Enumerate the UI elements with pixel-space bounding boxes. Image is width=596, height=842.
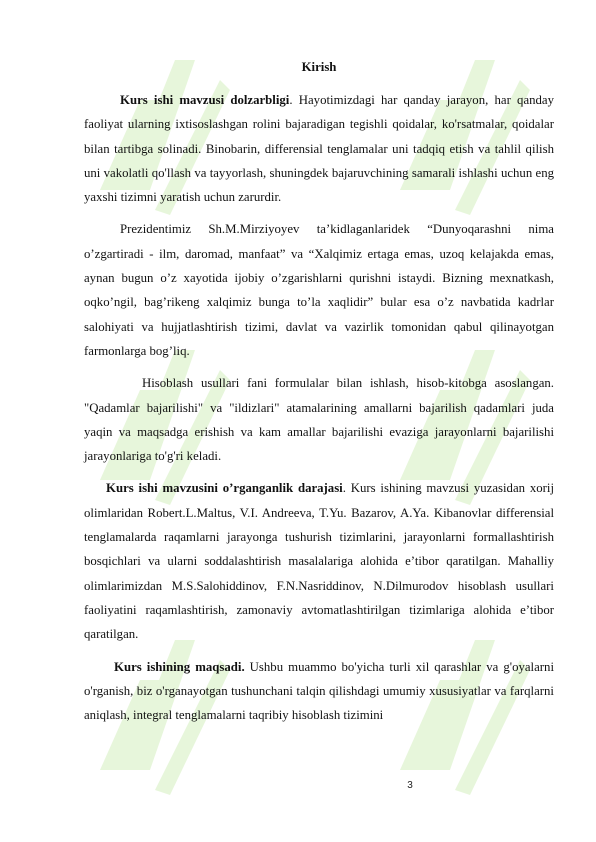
paragraph bbox=[84, 88, 554, 209]
paragraph bbox=[84, 371, 554, 468]
paragraph bbox=[84, 476, 554, 646]
paragraph bbox=[84, 655, 554, 728]
paragraph-lead: Kurs ishi mavzusi dolzarbligi bbox=[120, 93, 290, 107]
paragraph-text: . Hayotimizdagi har qanday jarayon, har qanday faoliyat ularning ixtisoslashgan rolini bajaradigan tegishli qoidalar, ko'rsatmalar, qoidalar bilan tartibga solinadi. Binobarin, differensial tenglamalar uni tadqiq etish va tahlil qilish uni vakolatli qo'llash va tayyorlash, shuningdek bajaruvchining samarali ishlashi uchun eng yaxshi tizimni yaratish uchun zarurdir. bbox=[84, 93, 554, 205]
document-body bbox=[84, 58, 554, 735]
paragraph-lead: Kurs ishi mavzusini o’rganganlik darajasi bbox=[106, 481, 343, 496]
paragraph-text: Ushbu muammo bo'yicha turli xil qarashlar va g'oyalarni o'rganish, biz o'rganayotgan tushunchani talqin qilishdagi umumiy xususiyatlar va farqlarni aniqlash, integral tenglamalarni taqribiy hisoblash tizimini bbox=[84, 659, 554, 723]
paragraph-text: Hisoblash usullari fani formulalar bilan ishlash, hisob-kitobga asoslangan. "Qadamlar bajarilishi" va "ildizlari" atamalarining amallarni bajarilish qadamlari juda yaqin va maqsadga erishish va kam amallar bajarilishi evaziga jarayonlarni bajarilishi jarayonlariga to'g'ri keladi. bbox=[84, 376, 554, 464]
page-title: Kirish bbox=[301, 60, 337, 74]
paragraph-lead: Kurs ishining maqsadi. bbox=[114, 659, 245, 674]
paragraph-text: Prezidentimiz Sh.M.Mirziyoyev ta’kidlaganlaridek “Dunyoqarashni nima o’zgartiradi - ilm, daromad, manfaat” va “Xalqimiz ertaga emas, uzoq kelajakda emas, aynan bugun o’z xayotida ijobiy o’zgarishlarni qurishni istaydi. Bizning mexnatkash, oqko’ngil, bag’rikeng xalqimiz bunga to’la xaqlidir” bular esa o’z navbatida kadrlar salohiyati va hujjatlashtirish tizimi, davlat va vazirlik tomonidan qabul qilinayotgan farmonlarga bog’liq. bbox=[84, 222, 554, 358]
page-number: 3 bbox=[407, 780, 413, 791]
paragraph-text: . Kurs ishining mavzusi yuzasidan xorij olimlaridan Robert.L.Maltus, V.I. Andreeva, T.Yu. Bazarov, A.Ya. Kibanovlar differensial tenglamalarda raqamlarni jarayonga tushurish tizimlarini, jarayonlarni formallashtirish bosqichlari va ularni soddalashtirish masalalariga alohida e’tibor qaratilgan. Mahalliy olimlarimizdan M.S.Salohiddinov, F.N.Nasriddinov, N.Dilmurodov hisoblash usullari faoliyatini raqamlashtirish, zamonaviy avtomatlashtirilgan tizimlariga alohida e’tibor qaratilgan. bbox=[84, 481, 554, 642]
paragraph bbox=[84, 217, 554, 363]
